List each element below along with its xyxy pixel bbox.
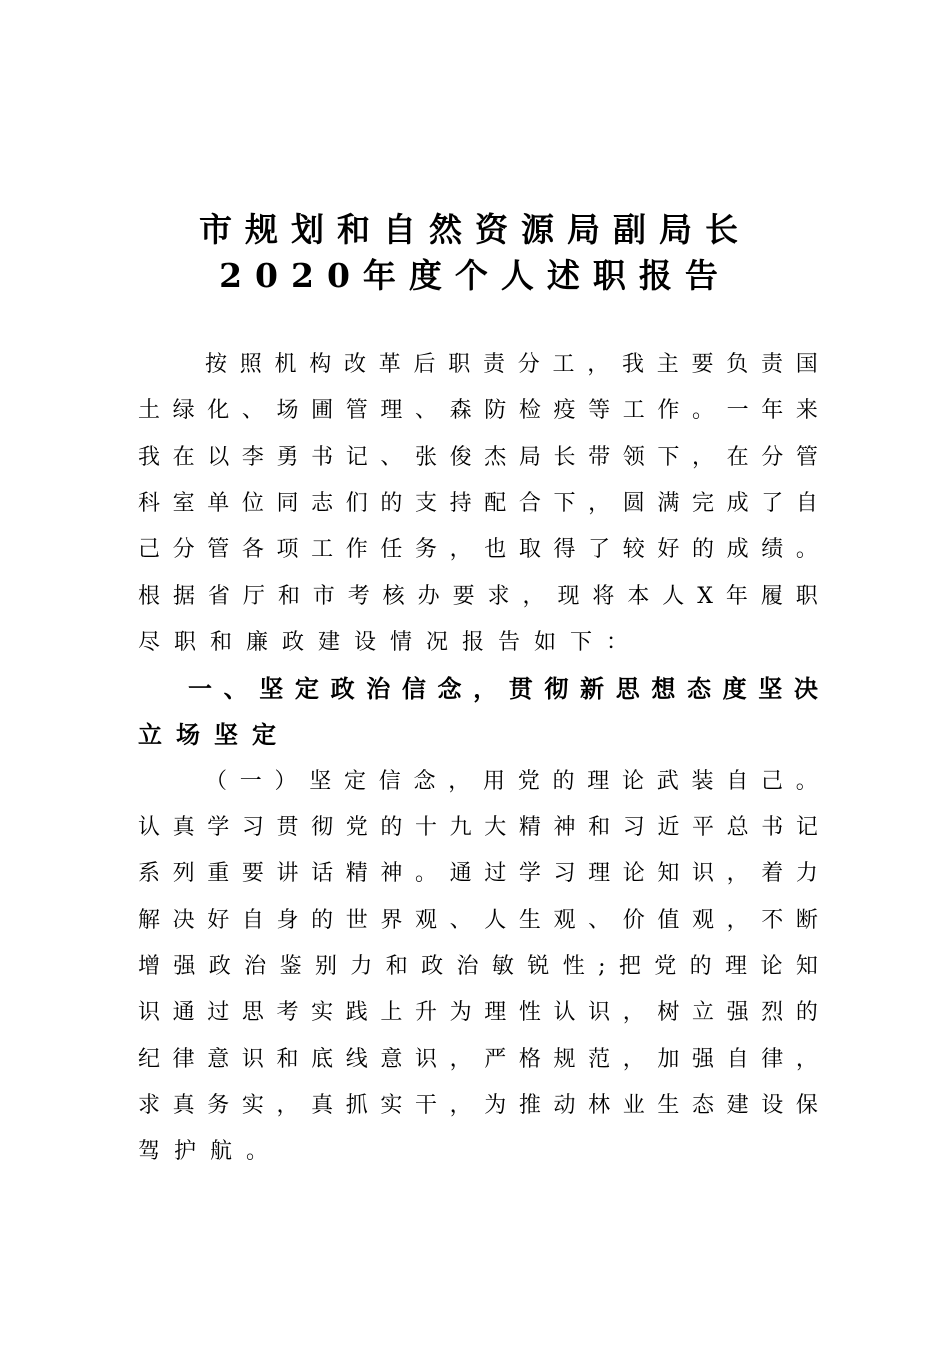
paragraph-line: 解 决 好 自 身 的 世 界 观 、 人 生 观 、 价 值 观 ， 不 断 <box>138 907 818 933</box>
paragraph-line: 识 通 过 思 考 实 践 上 升 为 理 性 认 识 ， 树 立 强 烈 的 <box>138 1000 818 1026</box>
paragraph-line: 我 在 以 李 勇 书 记 、 张 俊 杰 局 长 带 领 下 ， 在 分 管 <box>138 444 818 470</box>
paragraph-line: 尽职和廉政建设情况报告如下： <box>138 629 643 655</box>
section-heading-line: 立场坚定 <box>138 721 290 750</box>
paragraph-line: 认 真 学 习 贯 彻 党 的 十 九 大 精 神 和 习 近 平 总 书 记 <box>138 815 818 840</box>
paragraph-line: 增 强 政 治 鉴 别 力 和 政 治 敏 锐 性 ; 把 党 的 理 论 知 <box>138 953 818 979</box>
paragraph-line: （ 一 ） 坚 定 信 念 ， 用 党 的 理 论 武 装 自 己 。 <box>205 768 818 794</box>
section-heading-line: 一 、 坚 定 政 治 信 念 ， 贯 彻 新 思 想 态 度 坚 决 <box>188 675 818 704</box>
document-title-line1: 市规划和自然资源局副局长 <box>199 210 751 249</box>
paragraph-line: 土 绿 化 、 场 圃 管 理 、 森 防 检 疫 等 工 作 。 一 年 来 <box>138 398 818 424</box>
paragraph-line: 根 据 省 厅 和 市 考 核 办 要 求 ， 现 将 本 人 X 年 履 职 <box>138 583 818 609</box>
document-title-line2: 2020年度个人述职报告 <box>219 256 731 295</box>
paragraph-line: 按 照 机 构 改 革 后 职 责 分 工 ， 我 主 要 负 责 国 <box>205 352 818 377</box>
paragraph-line: 纪 律 意 识 和 底 线 意 识 ， 严 格 规 范 ， 加 强 自 律 ， <box>138 1046 818 1072</box>
paragraph-line: 己 分 管 各 项 工 作 任 务 ， 也 取 得 了 较 好 的 成 绩 。 <box>138 537 818 563</box>
paragraph-line: 驾护航。 <box>138 1139 283 1165</box>
paragraph-line: 科 室 单 位 同 志 们 的 支 持 配 合 下 ， 圆 满 完 成 了 自 <box>138 490 818 516</box>
paragraph-line: 求 真 务 实 ， 真 抓 实 干 ， 为 推 动 林 业 生 态 建 设 保 <box>138 1092 818 1118</box>
paragraph-line: 系 列 重 要 讲 话 精 神 。 通 过 学 习 理 论 知 识 ， 着 力 <box>138 861 818 887</box>
